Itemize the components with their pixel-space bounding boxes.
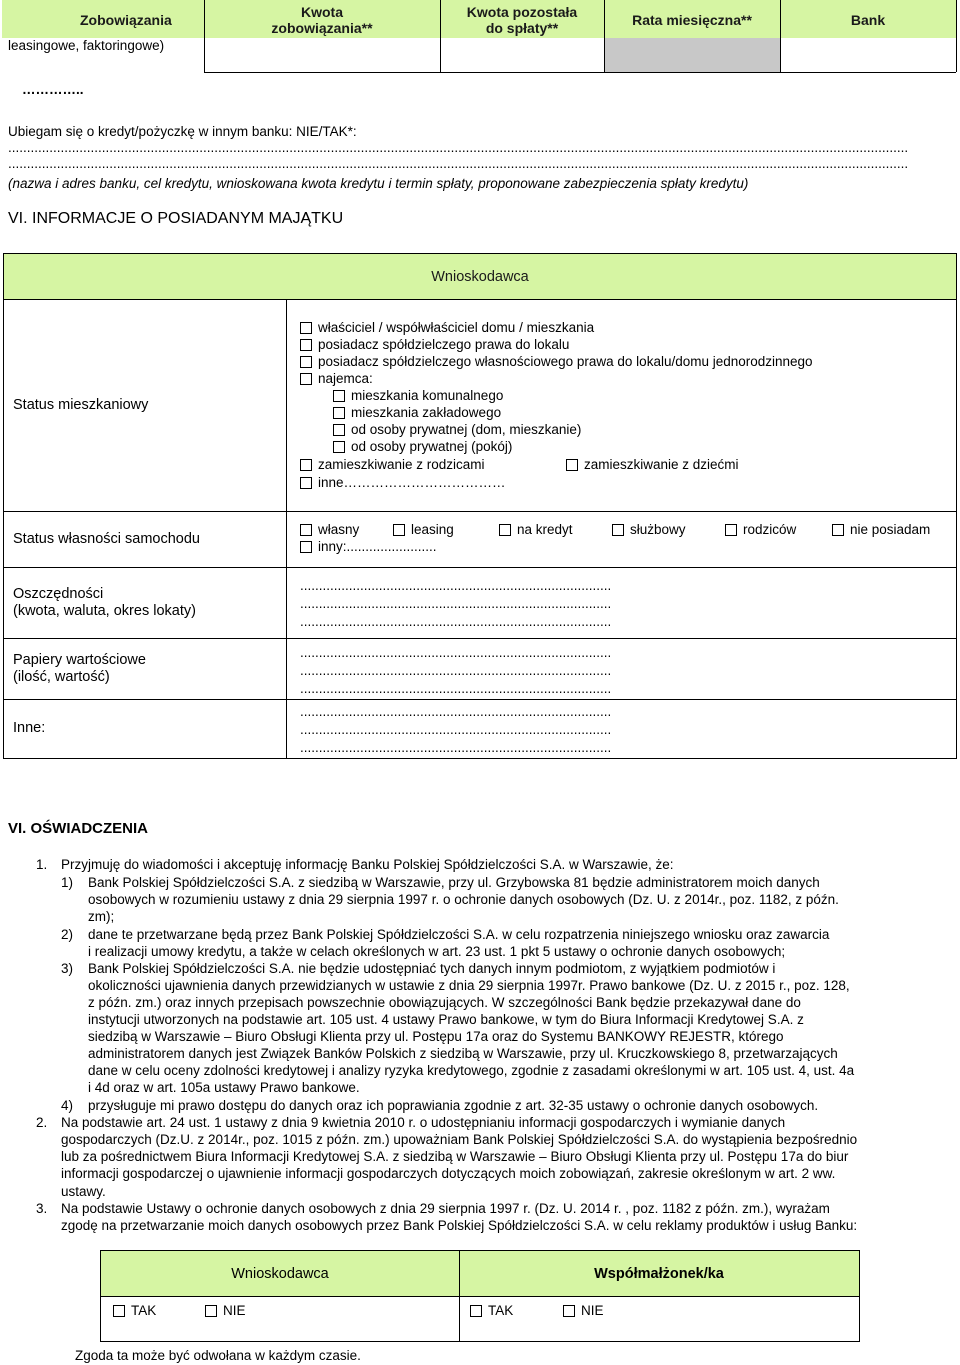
- dots-line: …………..: [22, 82, 84, 97]
- other-bank-dots-1: ................................................................................................................................................................................................................................................: [8, 140, 909, 155]
- p3-num: 3.: [36, 1201, 48, 1216]
- other-bank-question: Ubiegam się o kredyt/pożyczkę w innym banku: NIE/TAK*:: [8, 124, 357, 139]
- p2-line-b: gospodarczych (Dz.U. z 2014r., poz. 1015 z późn. zm.) upoważniam Bank Polskiej Spółdzielczości S.A. do wystąpienia bezpośrednio: [61, 1132, 858, 1147]
- s2-num: 2): [61, 927, 74, 942]
- option-wlasnosciowe[interactable]: posiadacz spółdzielczego własnościowego prawa do lokalu/domu jednorodzinnego: [300, 354, 813, 369]
- s1-line-c: zm);: [88, 909, 115, 924]
- car-rodzicow[interactable]: rodziców: [725, 522, 796, 537]
- s3-num: 3): [61, 961, 74, 976]
- oszczednosci-label-2: (kwota, waluta, okres lokaty): [13, 603, 196, 619]
- checkbox-icon[interactable]: [393, 524, 405, 536]
- papiery-dots-1[interactable]: ...................................................................................: [300, 645, 612, 660]
- car-leasing[interactable]: leasing: [393, 522, 454, 537]
- s4-num: 4): [61, 1098, 74, 1113]
- checkbox-icon[interactable]: [333, 407, 345, 419]
- p2-line-d: informacji gospodarczej o ujawnienie informacji gospodarczych dotyczących moich zobowiązań, zakresie określonym w art. 2 ww.: [61, 1166, 836, 1181]
- section7-title: VI. OŚWIADCZENIA: [8, 820, 149, 837]
- car-sluzbowy[interactable]: służbowy: [612, 522, 686, 537]
- option-z-rodzicami[interactable]: zamieszkiwanie z rodzicami: [300, 457, 485, 472]
- assets-header: Wnioskodawca: [431, 269, 529, 285]
- option-prywatne-dom[interactable]: od osoby prywatnej (dom, mieszkanie): [333, 422, 581, 437]
- inne-label: Inne:: [13, 720, 46, 736]
- consent-applicant-nie[interactable]: NIE: [205, 1303, 246, 1318]
- inne-dots-1[interactable]: ...................................................................................: [300, 704, 612, 719]
- option-zakladowe[interactable]: mieszkania zakładowego: [333, 405, 501, 420]
- checkbox-icon[interactable]: [300, 339, 312, 351]
- p2-line-e: ustawy.: [61, 1184, 106, 1199]
- option-komunalne[interactable]: mieszkania komunalnego: [333, 388, 503, 403]
- checkbox-icon[interactable]: [563, 1305, 575, 1317]
- papiery-dots-3[interactable]: ...................................................................................: [300, 681, 612, 696]
- p2-line-c: lub za pośrednictwem Biura Informacji Kredytowej S.A. z siedzibą w Warszawie – Biuro Obsługi Klienta przy ul. Postępu 17a do biur: [61, 1149, 849, 1164]
- checkbox-icon[interactable]: [333, 424, 345, 436]
- option-z-dziecmi[interactable]: zamieszkiwanie z dziećmi: [566, 457, 739, 472]
- car-inny[interactable]: inny:........................: [300, 539, 437, 554]
- s3-line-a: Bank Polskiej Spółdzielczości S.A. nie będzie udostępniać tych danych innym podmiotom, z wyjątkiem podmiotów i: [88, 961, 776, 976]
- checkbox-icon[interactable]: [300, 541, 312, 553]
- other-bank-note: (nazwa i adres banku, cel kredytu, wnioskowana kwota kredytu i termin spłaty, proponowane zabezpieczenia spłaty kredytu): [8, 176, 749, 191]
- p1-text: Przyjmuję do wiadomości i akceptuję informację Banku Polskiej Spółdzielczości S.A. w Warszawie, że:: [61, 857, 674, 872]
- footer-note: Zgoda ta może być odwołana w każdym czasie.: [75, 1348, 361, 1363]
- consent-table: [100, 1250, 860, 1342]
- p1-num: 1.: [36, 857, 48, 872]
- checkbox-icon[interactable]: [300, 524, 312, 536]
- s1-line-b: osobowych w rozumieniu ustawy z dnia 29 sierpnia 1997 r. o ochronie danych osobowych (Dz. U. z 2014r., poz. 1182, z późn.: [88, 892, 839, 907]
- option-prywatne-pokoj[interactable]: od osoby prywatnej (pokój): [333, 439, 512, 454]
- s1-num: 1): [61, 875, 74, 890]
- row-first-cell: leasingowe, faktoringowe): [8, 38, 165, 53]
- papiery-dots-2[interactable]: ...................................................................................: [300, 663, 612, 678]
- p2-line-a: Na podstawie art. 24 ust. 1 ustawy z dnia 9 kwietnia 2010 r. o udostępnianiu informacji gospodarczych i wymianie danych: [61, 1115, 786, 1130]
- oszczednosci-dots-2[interactable]: ...................................................................................: [300, 596, 612, 611]
- s3-line-b: okoliczności ujawnienia danych przewidzianych w ustawie z dnia 29 sierpnia 1997r. Prawo bankowe (Dz. U. z 2015 r., poz. 128,: [88, 978, 850, 993]
- checkbox-icon[interactable]: [470, 1305, 482, 1317]
- oszczednosci-dots-3[interactable]: ...................................................................................: [300, 614, 612, 629]
- p2-num: 2.: [36, 1115, 48, 1130]
- consent-spouse-tak[interactable]: TAK: [470, 1303, 513, 1318]
- checkbox-icon[interactable]: [300, 356, 312, 368]
- consent-header-wspolmalzonek: Współmałżonek/ka: [594, 1266, 724, 1282]
- p3-line-a: Na podstawie Ustawy o ochronie danych osobowych z dnia 29 sierpnia 1997 r. (Dz. U. 2014 r. , poz. 1182 z późn. zm.), wyrażam: [61, 1201, 830, 1216]
- inne-dots-2[interactable]: ...................................................................................: [300, 722, 612, 737]
- s3-line-c: z późn. zm.) oraz innych przepisach powszechnie obowiązujących. W szczególności Bank będzie przekazywał dane do: [88, 995, 801, 1010]
- car-kredyt[interactable]: na kredyt: [499, 522, 573, 537]
- inne-dots-3[interactable]: ...................................................................................: [300, 740, 612, 755]
- consent-header-wnioskodawca: Wnioskodawca: [231, 1266, 329, 1282]
- papiery-label-1: Papiery wartościowe: [13, 652, 146, 668]
- s1-line-a: Bank Polskiej Spółdzielczości S.A. z siedzibą w Warszawie, przy ul. Grzybowska 81 będzie administratorem moich danych: [88, 875, 820, 890]
- header-rata: Rata miesięczna**: [632, 12, 752, 28]
- s3-line-g: dane w celu oceny zdolności kredytowej i analizy ryzyka kredytowego, zgodnie z zasadami określonymi w art. 105 ust. 4, ust. 4a: [88, 1063, 855, 1078]
- s2-line-b: i realizacji umowy kredytu, a także w celach określonych w art. 23 ust. 1 pkt 5 ustawy o ochronie danych osobowych;: [88, 944, 786, 959]
- header-kwota-zobowiazania: Kwota zobowiązania**: [271, 4, 373, 36]
- checkbox-icon[interactable]: [725, 524, 737, 536]
- checkbox-icon[interactable]: [300, 322, 312, 334]
- consent-spouse-nie[interactable]: NIE: [563, 1303, 604, 1318]
- consent-applicant-tak[interactable]: TAK: [113, 1303, 156, 1318]
- option-najemca[interactable]: najemca:: [300, 371, 373, 386]
- checkbox-icon[interactable]: [333, 390, 345, 402]
- s3-line-h: i 4d oraz w art. 105a ustawy Prawo bankowe.: [88, 1080, 360, 1095]
- checkbox-icon[interactable]: [333, 441, 345, 453]
- s3-line-f: administratorem danych jest Związek Banków Polskich z siedzibą w Warszawie, przy ul. Kruczkowskiego 8, przetwarzających: [88, 1046, 838, 1061]
- checkbox-icon[interactable]: [205, 1305, 217, 1317]
- oszczednosci-label-1: Oszczędności: [13, 586, 104, 602]
- s3-line-d: instytucji utworzonych na podstawie art. 105 ust. 4 ustawy Prawo bankowe, w tym do Biura Informacji Kredytowej S.A. z: [88, 1012, 804, 1027]
- option-spoldzielcze[interactable]: posiadacz spółdzielczego prawa do lokalu: [300, 337, 569, 352]
- car-nie-posiadam[interactable]: nie posiadam: [832, 522, 930, 537]
- option-inne[interactable]: inne………………………………: [300, 475, 506, 490]
- status-samochodu-label: Status własności samochodu: [13, 531, 200, 547]
- s4-line: przysługuje mi prawo dostępu do danych oraz ich poprawiania zgodnie z art. 32-35 ustawy o ochronie danych osobowych.: [88, 1098, 819, 1113]
- checkbox-icon[interactable]: [300, 477, 312, 489]
- status-mieszkaniowy-label: Status mieszkaniowy: [13, 397, 149, 413]
- header-zobowiazania: Zobowiązania: [80, 12, 172, 28]
- p3-line-b: zgodę na przetwarzanie moich danych osobowych przez Bank Polskiej Spółdzielczości S.A. w celu reklamy produktów i usług Banku:: [61, 1218, 858, 1233]
- other-bank-dots-2: ................................................................................................................................................................................................................................................: [8, 156, 909, 171]
- option-wlasciciel[interactable]: właściciel / współwłaściciel domu / mieszkania: [300, 320, 594, 335]
- checkbox-icon[interactable]: [499, 524, 511, 536]
- checkbox-icon[interactable]: [300, 459, 312, 471]
- checkbox-icon[interactable]: [832, 524, 844, 536]
- header-kwota-pozostala: Kwota pozostała do spłaty**: [466, 4, 578, 36]
- car-wlasny[interactable]: własny: [300, 522, 359, 537]
- papiery-label-2: (ilość, wartość): [13, 669, 110, 685]
- liabilities-table: [2, 0, 956, 72]
- s3-line-e: siedzibą w Warszawie – Biuro Obsługi Klienta przy ul. Postępu 17a oraz do Systemu BANKOWY REJESTR, którego: [88, 1029, 784, 1044]
- section6-title: VI. INFORMACJE O POSIADANYM MAJĄTKU: [8, 210, 344, 227]
- oszczednosci-dots-1[interactable]: ...................................................................................: [300, 578, 612, 593]
- checkbox-icon[interactable]: [612, 524, 624, 536]
- checkbox-icon[interactable]: [566, 459, 578, 471]
- header-bank: Bank: [850, 12, 886, 28]
- s2-line-a: dane te przetwarzane będą przez Bank Polskiej Spółdzielczości S.A. w celu rozpatrzenia niniejszego wniosku oraz zawarcia: [88, 927, 830, 942]
- checkbox-icon[interactable]: [113, 1305, 125, 1317]
- checkbox-icon[interactable]: [300, 373, 312, 385]
